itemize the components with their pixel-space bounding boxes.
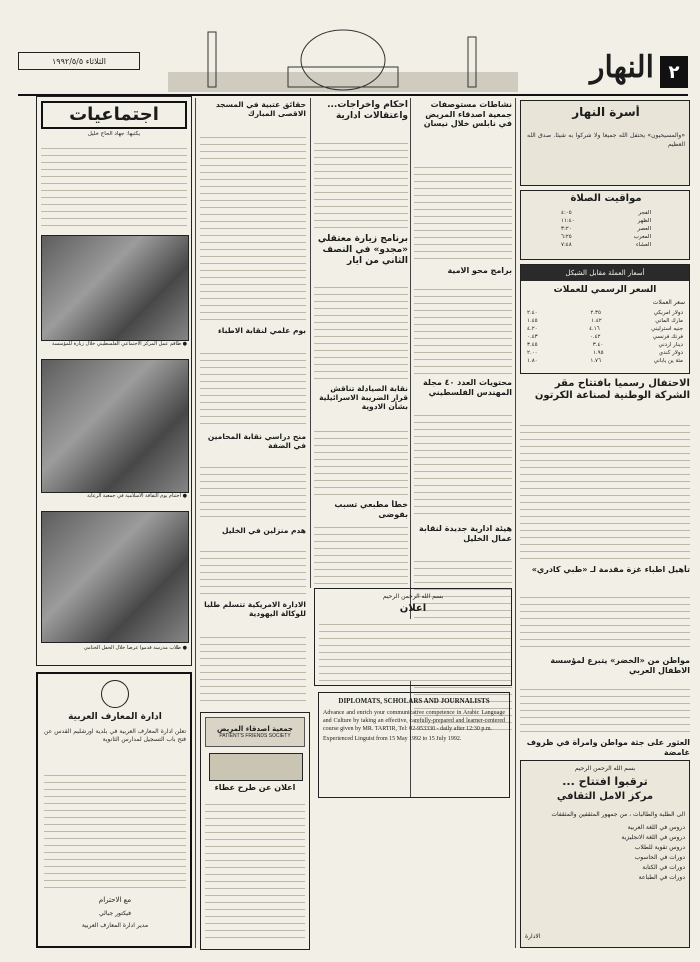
social-intro-body	[41, 143, 187, 229]
date-box	[18, 52, 140, 70]
school-ad-signatory-title: مدير ادارة المعارف العربية	[81, 922, 149, 929]
currency-row: دولار كندي ١.٩٥ ٢.٠٠	[527, 350, 683, 356]
social-photo-3	[41, 511, 189, 643]
social-caption-1: ● طاقم عمل المركز الاجتماعي الفلسطيني خلال زيارة للمؤسسة	[52, 341, 187, 347]
school-ad-body: تعلن ادارة المعارف العربية في بلدية اورشليم القدس عن فتح باب التسجيل لمدارس الثانوية	[44, 728, 186, 743]
social-column	[36, 96, 192, 666]
notice-body	[319, 619, 507, 681]
column-divider	[515, 98, 516, 948]
issue-date: الثلاثاء ١٩٩٢/٥/٥	[52, 56, 106, 66]
col4-headline-2: بوم علمي لنقابة الاطباء	[217, 326, 306, 335]
ad-title: ترقبوا افتتاح ...	[562, 775, 648, 788]
society-building-illustration	[209, 753, 303, 781]
ad-service: دروس في اللغة الانجليزية	[621, 834, 685, 841]
col3-headline-3: نقابة الصيادلة تناقش قرار الضريبة الاسرائيلية بشأن الادوية	[319, 384, 408, 411]
col4-body-1	[200, 132, 306, 322]
prayer-row: الفجر ٤:٠٥	[561, 210, 651, 216]
prayer-row: العصر ٣:٢٠	[561, 226, 651, 232]
col3-body-5	[314, 522, 408, 584]
ad-service: دورات في الكتابة	[642, 864, 685, 871]
prayer-row: المغرب ٦:٢٥	[561, 234, 651, 240]
currency-label: سعر العملات	[652, 299, 685, 306]
society-name-en: PATIENT'S FRIENDS SOCIETY	[219, 733, 291, 739]
currency-row: مئة ين ياباني ١.٧٦ ١.٨٠	[527, 358, 683, 364]
social-caption-2: ● اختتام يوم الثقافة الاسلامية في جمعية الرعاية	[87, 493, 187, 499]
ad-intro: الى الطلبة والطالبات ، من جمهور المثقفين والمثقفات	[551, 811, 685, 818]
col4-headline-5: الادارة الامريكية تتسلم طلبا للوكالة اليهودية	[204, 600, 306, 618]
greeting-box	[520, 100, 690, 186]
engineers-body	[414, 410, 512, 520]
ad-services	[525, 823, 685, 883]
public-notice	[314, 588, 512, 686]
currency-row: مارك الماني ١.٤٢ ١.٤٥	[527, 318, 683, 324]
col4-body-4	[200, 546, 306, 596]
col4-headline-1: حقائق عتبية في المسجد الاقصى المبارك	[215, 100, 306, 118]
page-number-box	[660, 56, 688, 88]
deaths-headline: العثور على جثة مواطن وامرأة في ظروف غامضة	[526, 738, 690, 756]
masthead	[18, 6, 688, 96]
skyline-svg	[168, 12, 518, 92]
col3-headline-2: برنامج زيارة معتقلي «مجدو» في النصف الثاني من ايار	[317, 234, 408, 266]
social-photo-2	[41, 359, 189, 493]
col4-headline-3: منح دراسي نقابة المحامين في الضفة	[207, 432, 306, 450]
col4-body-5	[200, 632, 306, 706]
bridge-body	[414, 284, 512, 374]
column-divider	[310, 98, 311, 588]
currency-header: أسعار العملة مقابل الشيكل	[521, 265, 689, 281]
notice-basmala: بسم الله الرحمن الرحيم	[382, 593, 444, 600]
gaza-body	[520, 592, 690, 652]
school-admin-ad	[36, 672, 192, 948]
col3-body-1	[314, 138, 408, 230]
ad-service: دورات في الحاسوب	[634, 854, 685, 861]
english-ad-body: Advance and enrich your communicative competence in Arabic Language and Culture by taking an effective, carefully-prepared and learner-centered course given by MR. TARTIR, Tel: 02-953330 - daily after 12:30 p.m.	[323, 710, 505, 732]
col4-body-2	[200, 348, 306, 428]
social-title: اجتماعيات	[69, 104, 159, 126]
bridge-headline: برامج محو الامية	[447, 266, 512, 275]
ad-service: دروس تقوية للطلاب	[634, 844, 685, 851]
greeting-title: أسرة النهار	[572, 105, 640, 119]
social-banner	[41, 101, 187, 129]
ad-service: دروس في اللغة العربية	[627, 824, 685, 831]
school-ad-footer-label: مع الاحترام	[98, 896, 132, 904]
ad-basmala: بسم الله الرحمن الرحيم	[574, 765, 636, 772]
ad-service: دورات في الطباعة	[638, 874, 685, 881]
currency-row: فرنك فرنسي ٠.٤٢ ٠.٤٣	[527, 334, 683, 340]
english-ad-footer: Experienced Linguist from 15 May 1992 to 15 July 1992.	[323, 736, 462, 742]
school-ad-signatory: فيكتور جبالي	[99, 910, 131, 917]
currency-rows	[527, 309, 683, 365]
masthead-logo: النهار	[590, 50, 654, 85]
school-ad-details	[44, 770, 186, 890]
prayer-row: العشاء ٧:٤٨	[561, 242, 651, 248]
page-number: ٢	[668, 61, 680, 83]
english-ad	[318, 692, 510, 798]
society-logo-banner	[205, 717, 305, 747]
prayer-rows	[561, 209, 651, 249]
social-caption-3: ● طلاب مدرسة قدموا عرضا خلال الحفل الختامي	[83, 645, 187, 651]
gift-headline: مواطن من «الخضر» يتبرع لمؤسسة الاطفال العربي	[550, 656, 690, 675]
ad-footer: الادارة	[525, 933, 541, 940]
prayer-times-box	[520, 190, 690, 260]
gift-body	[520, 684, 690, 734]
col3-body-3	[314, 426, 408, 496]
col3-body-2	[314, 282, 408, 380]
society-ad-body	[205, 799, 305, 944]
notice-title: اعلان	[399, 603, 427, 614]
carton-body	[520, 420, 690, 560]
school-ad-title: ادارة المعارف العربية	[68, 712, 162, 722]
school-emblem-icon	[101, 680, 129, 708]
social-photo-1	[41, 235, 189, 341]
skyline-base	[168, 72, 518, 92]
col3-headline-5: خطأ مطبعي تسبب بفوضى	[334, 500, 408, 519]
english-ad-title: DIPLOMATS, SCHOLARS AND JOURNALISTS	[338, 697, 490, 705]
currency-row: دينار اردني ٣.٤٠ ٣.٤٥	[527, 342, 683, 348]
patients-society-ad	[200, 712, 310, 950]
col4-body-3	[200, 462, 306, 522]
carton-headline: الاحتفال رسميا بافتتاح مقر الشركة الوطنية لصناعة الكرتون	[534, 378, 690, 401]
currency-subtitle: السعر الرسمي للعملات	[553, 285, 657, 295]
culture-center-ad	[520, 760, 690, 948]
greeting-text: «والمسيحيون» يحتفل الله جميعا ولا شركوا به شيئا. صدق الله العظيم	[527, 132, 685, 148]
column-divider	[195, 98, 196, 948]
currency-row: دولار امريكي ٢.٣٥ ٢.٤٠	[527, 310, 683, 316]
society-name-ar: جمعية اصدقاء المريض	[217, 725, 293, 733]
social-byline: يكتبها: جهاد الحاج خليل	[87, 131, 141, 137]
prayer-row: الظهر ١١:٤٠	[561, 218, 651, 224]
society-ad-title: اعلان عن طرح عطاء	[214, 783, 296, 792]
prayer-title: مواقيت الصلاة	[570, 193, 642, 204]
engineers-headline: محتويات العدد ٤٠ مجلة المهندس الفلسطيني	[423, 378, 512, 397]
currency-box	[520, 264, 690, 374]
col2-body	[414, 162, 512, 262]
col2-headline: نشاطات مستوصفات جمعية اصدقاء المريض في نابلس خلال نيسان	[423, 100, 512, 129]
gaza-headline: تأهيل اطباء غزة مقدمة لـ «طبي كادري»	[531, 565, 690, 574]
mosque-skyline-illustration	[168, 12, 518, 92]
col3-headline-1: احكام واخراجات... واعتقالات ادارية	[327, 100, 408, 121]
col4-headline-4: هدم منزلين في الخليل	[222, 526, 306, 535]
hebron-headline: هيئة ادارية جديدة لنقابة عمال الخليل	[419, 524, 512, 543]
ad-subtitle: مركز الامل الثقافي	[556, 791, 654, 802]
currency-row: جنيه استرليني ٤.١٦ ٤.٢٠	[527, 326, 683, 332]
